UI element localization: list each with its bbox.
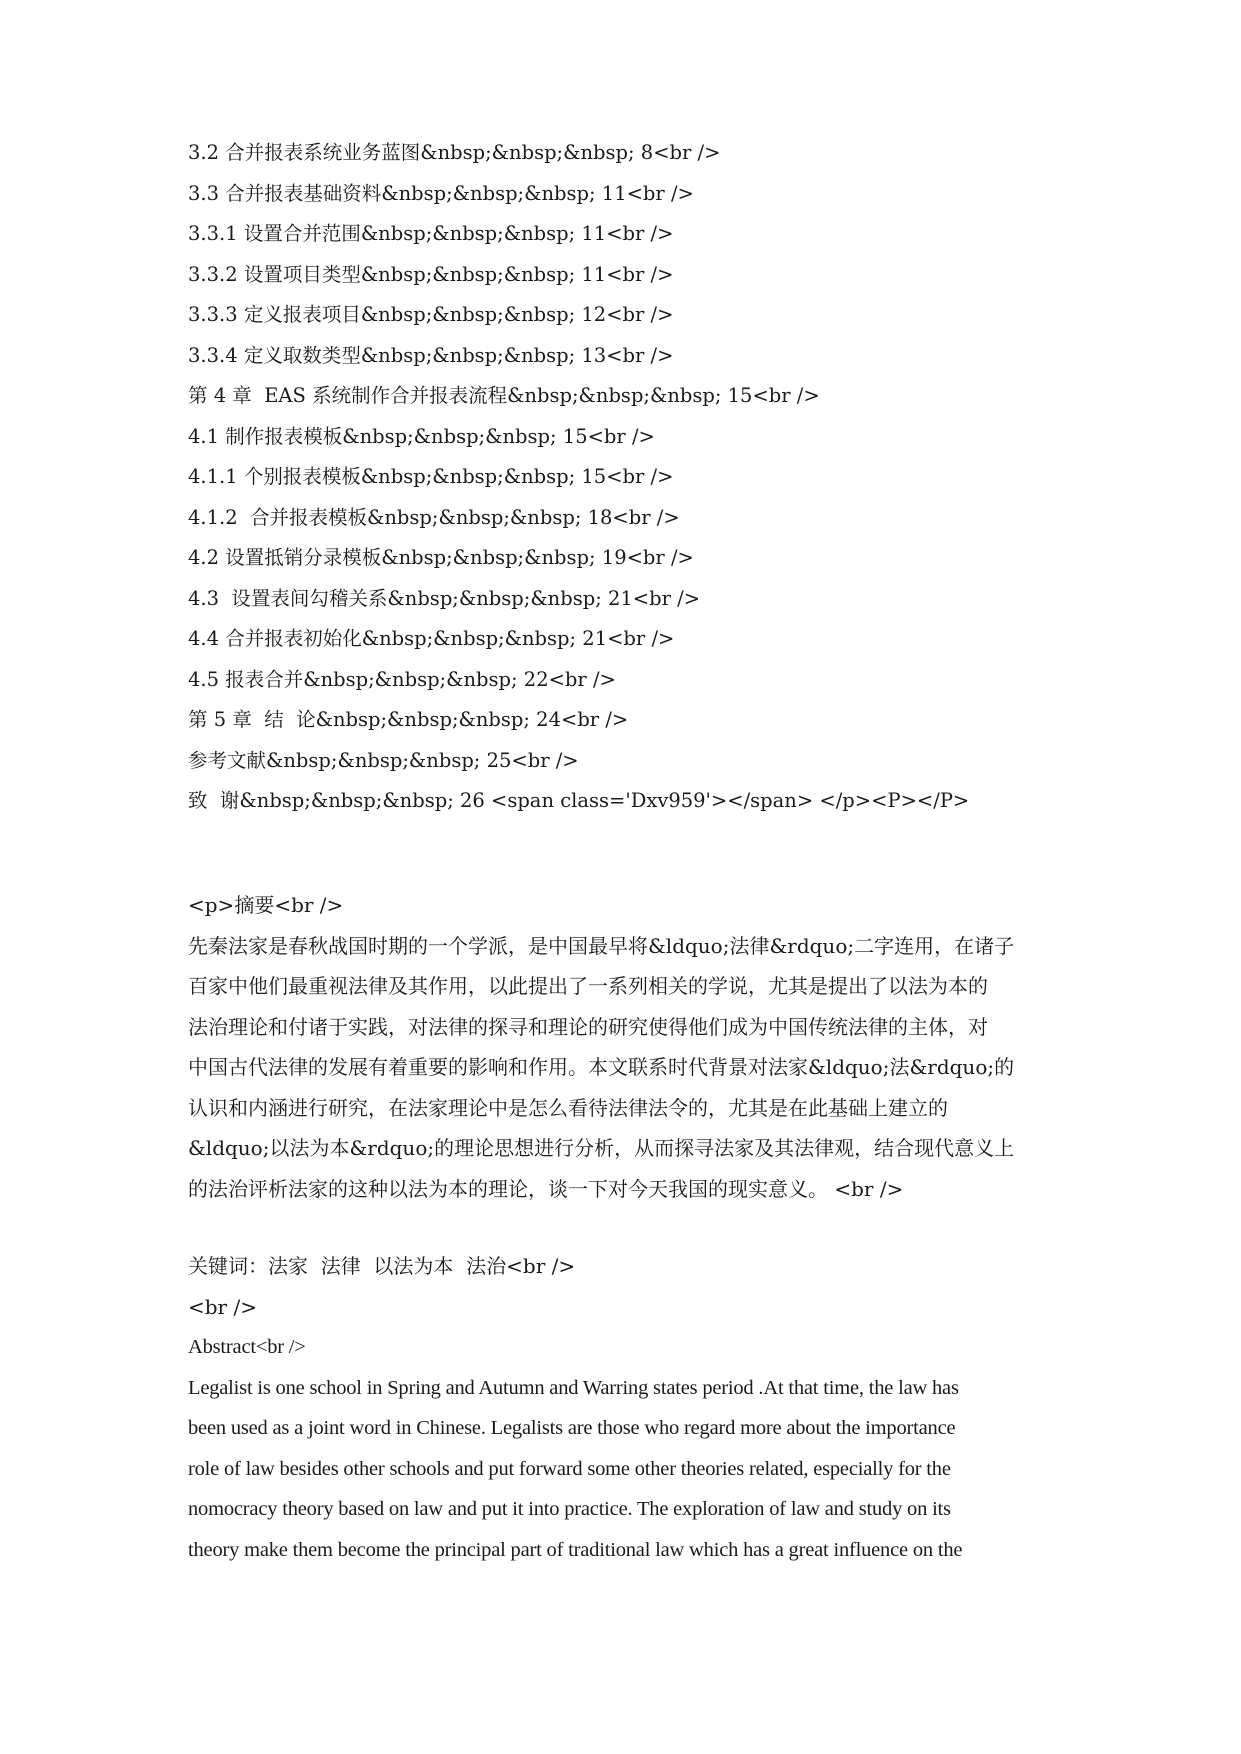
abstract-en-line: been used as a joint word in Chinese. Legalists are those who regard more about the importance bbox=[188, 1417, 956, 1439]
toc-line: 4.1.1 个别报表模板&nbsp;&nbsp;&nbsp; 15<br /> bbox=[188, 465, 674, 488]
english-abstract bbox=[188, 1327, 1068, 1570]
abstract-line: 认识和内涵进行研究，在法家理论中是怎么看待法律法令的，尤其是在此基础上建立的 bbox=[188, 1095, 948, 1120]
abstract-line: 百家中他们最重视法律及其作用，以此提出了一系列相关的学说，尤其是提出了以法为本的 bbox=[188, 974, 988, 998]
abstract-line: 法治理论和付诸于实践，对法律的探寻和理论的研究使得他们成为中国传统法律的主体，对 bbox=[188, 1014, 988, 1039]
blank-break-line: <br /> bbox=[188, 1294, 257, 1319]
toc-line: 3.3.4 定义取数类型&nbsp;&nbsp;&nbsp; 13<br /> bbox=[188, 343, 674, 367]
toc-line: 3.2 合并报表系统业务蓝图&nbsp;&nbsp;&nbsp; 8<br /> bbox=[188, 141, 721, 164]
toc-line: 3.3.2 设置项目类型&nbsp;&nbsp;&nbsp; 11<br /> bbox=[188, 262, 674, 286]
table-of-contents bbox=[188, 133, 1068, 822]
toc-line: 第 4 章 EAS 系统制作合并报表流程&nbsp;&nbsp;&nbsp; 15<br /> bbox=[188, 384, 820, 407]
abstract-line: 的法治评析法家的这种以法为本的理论，谈一下对今天我国的现实意义。 <br /> bbox=[188, 1176, 904, 1201]
abstract-en-line: theory make them become the principal part of traditional law which has a great influence on the bbox=[188, 1538, 963, 1561]
toc-line: 致 谢&nbsp;&nbsp;&nbsp; 26 <span class='Dxv959'></span> </p><P></P> bbox=[188, 789, 970, 812]
toc-line: 4.3 设置表间勾稽关系&nbsp;&nbsp;&nbsp; 21<br /> bbox=[188, 586, 701, 610]
abstract-en-heading: Abstract<br /> bbox=[188, 1336, 306, 1358]
toc-line: 3.3 合并报表基础资料&nbsp;&nbsp;&nbsp; 11<br /> bbox=[188, 181, 694, 205]
keywords-line: 关键词：法家 法律 以法为本 法治<br /> bbox=[188, 1254, 576, 1278]
keywords-section bbox=[188, 1246, 1068, 1327]
toc-line: 4.4 合并报表初始化&nbsp;&nbsp;&nbsp; 21<br /> bbox=[188, 627, 675, 650]
abstract-line: 中国古代法律的发展有着重要的影响和作用。本文联系时代背景对法家&ldquo;法&rdquo;的 bbox=[188, 1055, 1015, 1079]
toc-line: 4.5 报表合并&nbsp;&nbsp;&nbsp; 22<br /> bbox=[188, 667, 616, 691]
toc-line: 3.3.3 定义报表项目&nbsp;&nbsp;&nbsp; 12<br /> bbox=[188, 303, 674, 326]
toc-line: 4.1.2 合并报表模板&nbsp;&nbsp;&nbsp; 18<br /> bbox=[188, 505, 680, 529]
toc-line: 第 5 章 结 论&nbsp;&nbsp;&nbsp; 24<br /> bbox=[188, 708, 629, 731]
abstract-en-line: role of law besides other schools and put forward some other theories related, especially for the bbox=[188, 1457, 951, 1480]
abstract-heading: <p>摘要<br /> bbox=[188, 893, 344, 917]
toc-line: 4.2 设置抵销分录模板&nbsp;&nbsp;&nbsp; 19<br /> bbox=[188, 546, 694, 569]
abstract-line: 先秦法家是春秋战国时期的一个学派，是中国最早将&ldquo;法律&rdquo;二字连用，在诸子 bbox=[188, 933, 1015, 958]
abstract-en-line: nomocracy theory based on law and put it into practice. The exploration of law and study on its bbox=[188, 1498, 951, 1520]
abstract-en-line: Legalist is one school in Spring and Autumn and Warring states period .At that time, the law has bbox=[188, 1376, 959, 1399]
toc-line: 4.1 制作报表模板&nbsp;&nbsp;&nbsp; 15<br /> bbox=[188, 424, 655, 448]
abstract-line: &ldquo;以法为本&rdquo;的理论思想进行分析，从而探寻法家及其法律观，结合现代意义上 bbox=[188, 1136, 1015, 1160]
toc-line: 参考文献&nbsp;&nbsp;&nbsp; 25<br /> bbox=[188, 748, 579, 772]
toc-line: 3.3.1 设置合并范围&nbsp;&nbsp;&nbsp; 11<br /> bbox=[188, 222, 674, 245]
chinese-abstract bbox=[188, 885, 1068, 1209]
